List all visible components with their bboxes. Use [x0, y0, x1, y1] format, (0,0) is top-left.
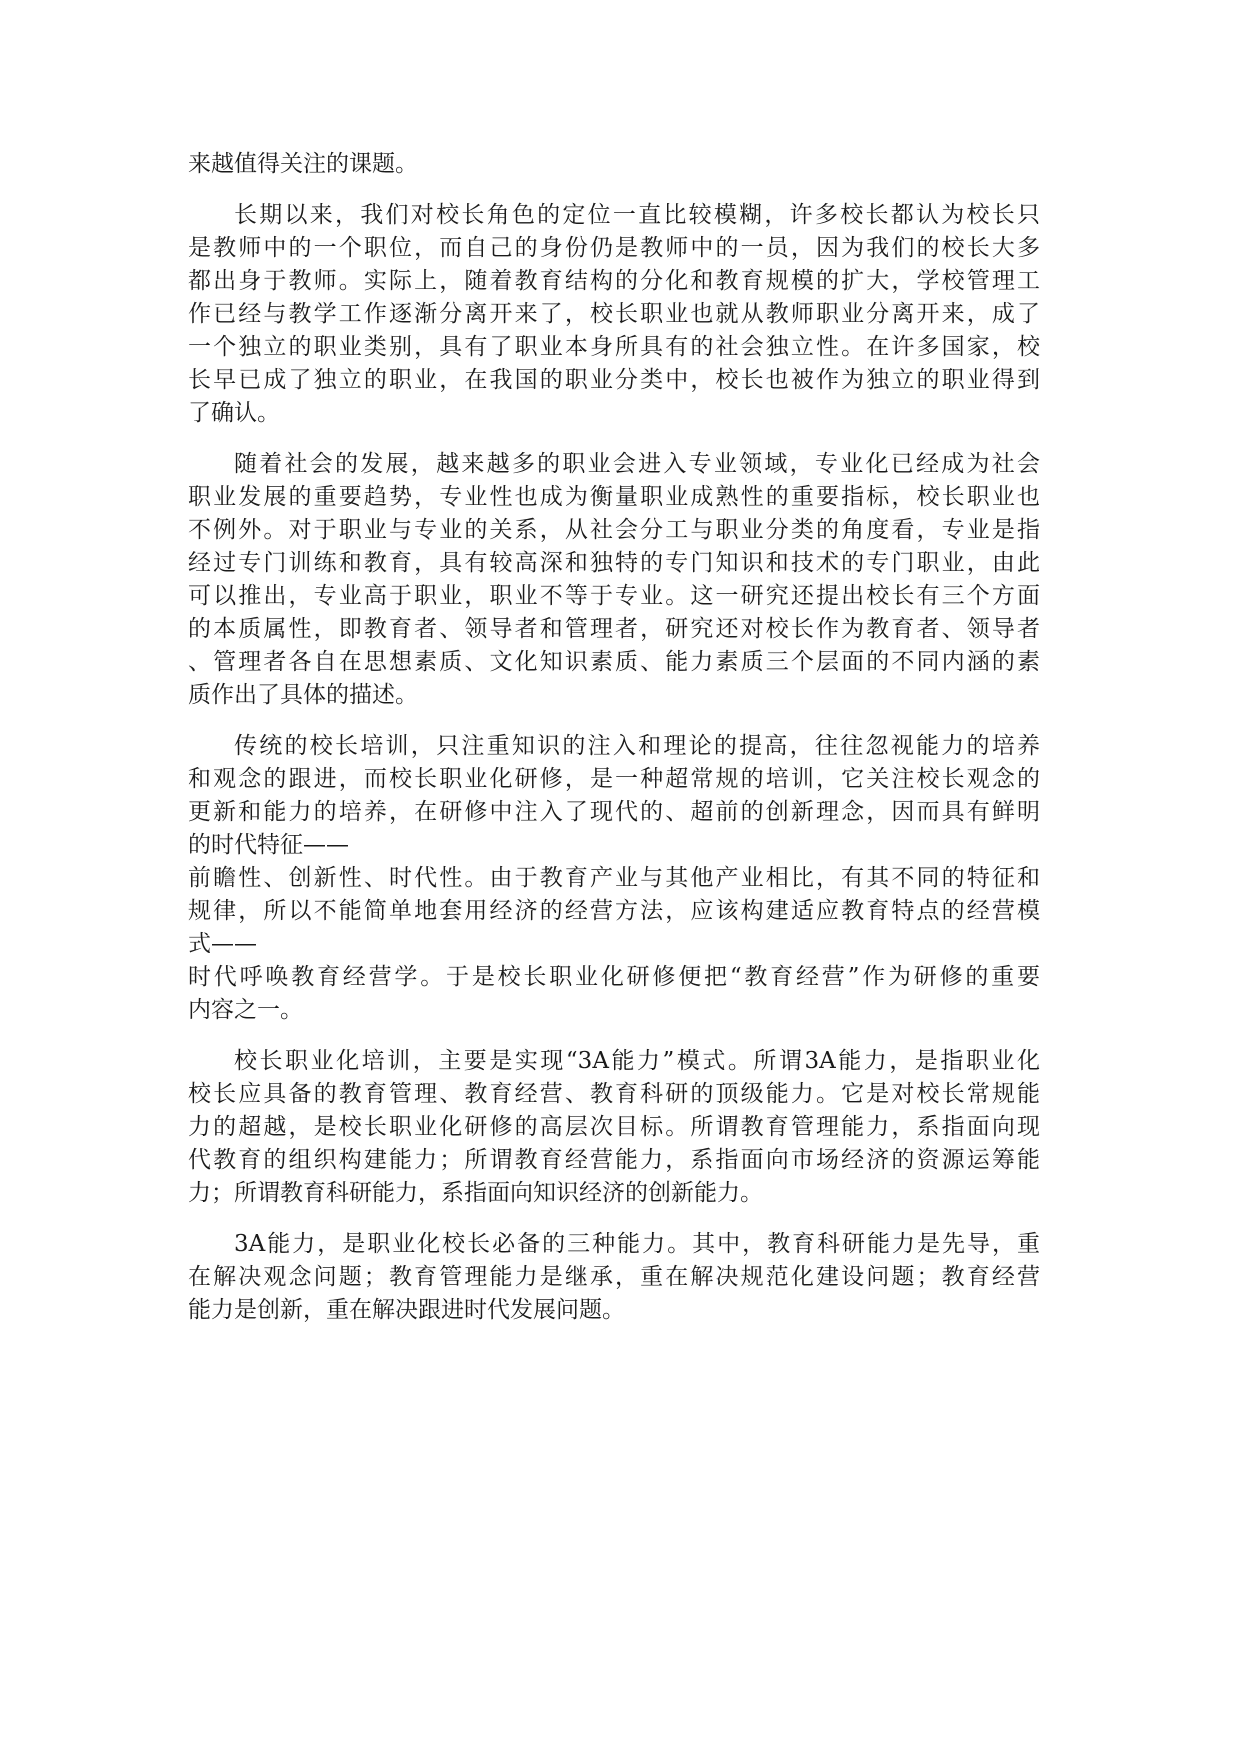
text-line: 校长应具备的教育管理、教育经营、教育科研的顶级能力。它是对校长常规能 — [188, 1081, 1040, 1107]
text-line: 长早已成了独立的职业，在我国的职业分类中，校长也被作为独立的职业得到 — [188, 367, 1040, 393]
text-line: 作已经与教学工作逐渐分离开来了，校长职业也就从教师职业分离开来，成了 — [188, 301, 1040, 327]
paragraph — [188, 448, 1040, 712]
text-line: 、管理者各自在思想素质、文化知识素质、能力素质三个层面的不同内涵的素 — [188, 649, 1040, 675]
text-line: 校长职业化培训，主要是实现“3A能力”模式。所谓3A能力，是指职业化 — [234, 1048, 1040, 1074]
text-line: 力；所谓教育科研能力，系指面向知识经济的创新能力。 — [188, 1180, 763, 1206]
text-line: 力的超越，是校长职业化研修的高层次目标。所谓教育管理能力，系指面向现 — [188, 1114, 1040, 1140]
text-line: 可以推出，专业高于职业，职业不等于专业。这一研究还提出校长有三个方面 — [188, 583, 1040, 609]
text-line: 经过专门训练和教育，具有较高深和独特的专门知识和技术的专门职业，由此 — [188, 550, 1040, 576]
text-line: 规律，所以不能简单地套用经济的经营方法，应该构建适应教育特点的经营模 — [188, 898, 1040, 924]
text-line: 职业发展的重要趋势，专业性也成为衡量职业成熟性的重要指标，校长职业也 — [188, 484, 1040, 510]
text-line: 能力是创新，重在解决跟进时代发展问题。 — [188, 1297, 625, 1323]
text-line: 的本质属性，即教育者、领导者和管理者，研究还对校长作为教育者、领导者 — [188, 616, 1040, 642]
text-line: 长期以来，我们对校长角色的定位一直比较模糊，许多校长都认为校长只 — [234, 202, 1040, 228]
paragraph — [188, 730, 1040, 1027]
text-line: 传统的校长培训，只注重知识的注入和理论的提高，往往忽视能力的培养 — [234, 733, 1040, 759]
text-line: 随着社会的发展，越来越多的职业会进入专业领域，专业化已经成为社会 — [234, 451, 1040, 477]
text-line: 在解决观念问题；教育管理能力是继承，重在解决规范化建设问题；教育经营 — [188, 1264, 1040, 1290]
document-body — [188, 148, 1040, 1345]
text-line: 质作出了具体的描述。 — [188, 682, 418, 708]
text-line: 不例外。对于职业与专业的关系，从社会分工与职业分类的角度看，专业是指 — [188, 517, 1040, 543]
text-line: 前瞻性、创新性、时代性。由于教育产业与其他产业相比，有其不同的特征和 — [188, 865, 1040, 891]
text-line: 来越值得关注的课题。 — [188, 151, 418, 177]
paragraph — [188, 199, 1040, 430]
text-line: 3A能力，是职业化校长必备的三种能力。其中，教育科研能力是先导，重 — [234, 1231, 1040, 1257]
text-line: 更新和能力的培养，在研修中注入了现代的、超前的创新理念，因而具有鲜明 — [188, 799, 1040, 825]
text-line: 都出身于教师。实际上，随着教育结构的分化和教育规模的扩大，学校管理工 — [188, 268, 1040, 294]
text-line: 是教师中的一个职位，而自己的身份仍是教师中的一员，因为我们的校长大多 — [188, 235, 1040, 261]
text-line: 一个独立的职业类别，具有了职业本身所具有的社会独立性。在许多国家，校 — [188, 334, 1040, 360]
paragraph — [188, 1045, 1040, 1210]
text-line: 的时代特征—— — [188, 832, 349, 858]
text-line: 代教育的组织构建能力；所谓教育经营能力，系指面向市场经济的资源运筹能 — [188, 1147, 1040, 1173]
text-line: 时代呼唤教育经营学。于是校长职业化研修便把“教育经营”作为研修的重要 — [188, 964, 1040, 990]
text-line: 了确认。 — [188, 400, 280, 426]
paragraph — [188, 148, 1040, 181]
text-line: 式—— — [188, 931, 257, 957]
text-line: 内容之一。 — [188, 997, 303, 1023]
paragraph — [188, 1228, 1040, 1327]
text-line: 和观念的跟进，而校长职业化研修，是一种超常规的培训，它关注校长观念的 — [188, 766, 1040, 792]
